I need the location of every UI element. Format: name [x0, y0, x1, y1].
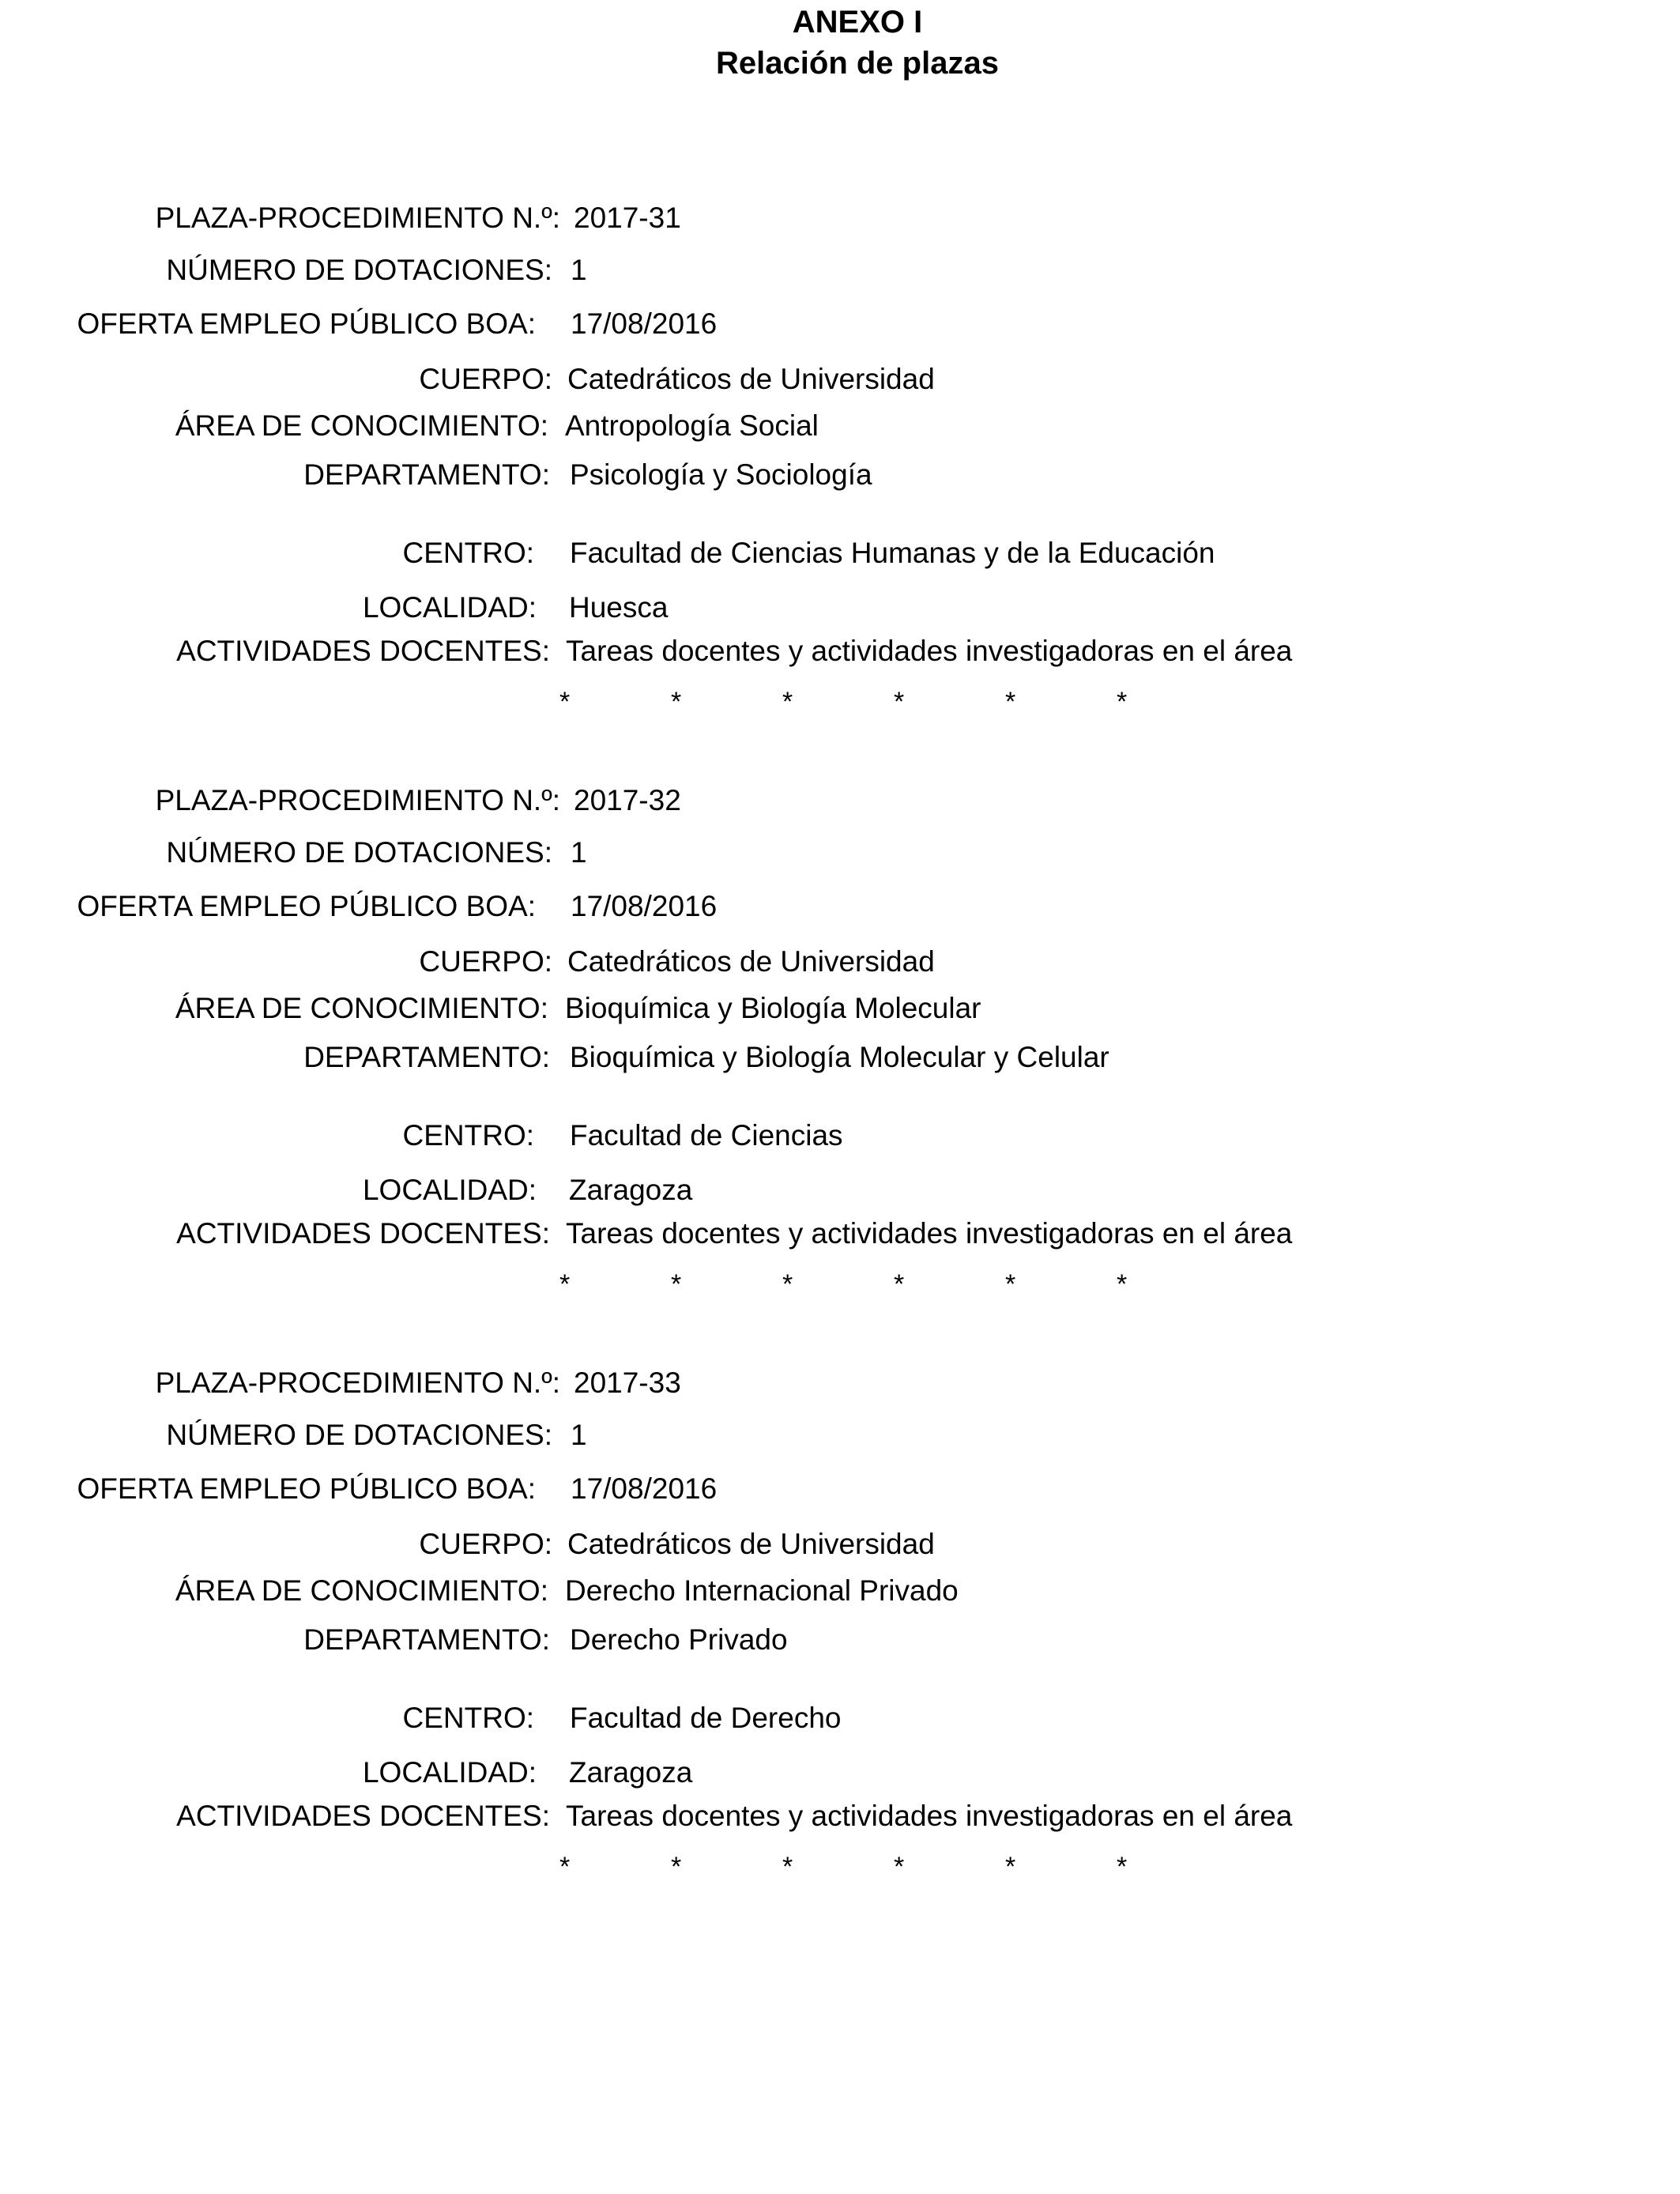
cuerpo-label: CUERPO:	[419, 1528, 552, 1560]
separator-star: *	[782, 1269, 793, 1299]
separator-star: *	[782, 687, 793, 717]
oferta-value: 17/08/2016	[571, 890, 718, 922]
actividades-value: Tareas docentes y actividades investigadoras en el área	[566, 1800, 1293, 1832]
localidad-value: Zaragoza	[569, 1174, 693, 1206]
departamento-value: Psicología y Sociología	[570, 458, 872, 491]
cuerpo-value: Catedráticos de Universidad	[567, 945, 935, 978]
oferta-label: OFERTA EMPLEO PÚBLICO BOA:	[77, 307, 536, 340]
centro-label: CENTRO:	[402, 1702, 534, 1734]
separator-star: *	[671, 1269, 682, 1299]
plaza-label: PLAZA-PROCEDIMIENTO N.º:	[155, 202, 560, 234]
oferta-label: OFERTA EMPLEO PÚBLICO BOA:	[77, 890, 536, 922]
area-label: ÁREA DE CONOCIMIENTO:	[175, 409, 548, 442]
cuerpo-label: CUERPO:	[419, 945, 552, 978]
separator-star: *	[559, 1852, 571, 1882]
actividades-label: ACTIVIDADES DOCENTES:	[176, 635, 550, 667]
cuerpo-label: CUERPO:	[419, 363, 552, 395]
plaza-label: PLAZA-PROCEDIMIENTO N.º:	[155, 1367, 560, 1399]
oferta-value: 17/08/2016	[571, 1472, 718, 1505]
separator-star: *	[671, 687, 682, 717]
area-value: Derecho Internacional Privado	[565, 1574, 959, 1607]
dotaciones-value: 1	[571, 1419, 587, 1451]
area-value: Antropología Social	[565, 409, 819, 442]
dotaciones-label: NÚMERO DE DOTACIONES:	[166, 1419, 552, 1451]
dotaciones-label: NÚMERO DE DOTACIONES:	[166, 254, 552, 286]
departamento-label: DEPARTAMENTO:	[303, 1623, 550, 1656]
cuerpo-value: Catedráticos de Universidad	[567, 1528, 935, 1560]
centro-value: Facultad de Ciencias Humanas y de la Educación	[570, 537, 1215, 569]
centro-value: Facultad de Ciencias	[570, 1119, 843, 1152]
localidad-value: Zaragoza	[569, 1756, 693, 1789]
localidad-value: Huesca	[569, 591, 669, 624]
centro-label: CENTRO:	[402, 537, 534, 569]
separator-star: *	[1005, 687, 1016, 717]
document-title: ANEXO I	[792, 5, 923, 40]
separator-star: *	[1005, 1269, 1016, 1299]
actividades-value: Tareas docentes y actividades investigadoras en el área	[566, 635, 1293, 667]
separator-star: *	[559, 1269, 571, 1299]
actividades-label: ACTIVIDADES DOCENTES:	[176, 1800, 550, 1832]
dotaciones-value: 1	[571, 836, 587, 869]
oferta-label: OFERTA EMPLEO PÚBLICO BOA:	[77, 1472, 536, 1505]
localidad-label: LOCALIDAD:	[362, 1756, 537, 1789]
area-label: ÁREA DE CONOCIMIENTO:	[175, 992, 548, 1024]
oferta-value: 17/08/2016	[571, 307, 718, 340]
centro-value: Facultad de Derecho	[570, 1702, 842, 1734]
plaza-value: 2017-32	[574, 784, 681, 816]
actividades-value: Tareas docentes y actividades investigadoras en el área	[566, 1217, 1293, 1250]
separator-star: *	[782, 1852, 793, 1882]
separator-star: *	[1005, 1852, 1016, 1882]
departamento-label: DEPARTAMENTO:	[303, 1041, 550, 1073]
plaza-value: 2017-33	[574, 1367, 681, 1399]
localidad-label: LOCALIDAD:	[362, 1174, 537, 1206]
departamento-value: Bioquímica y Biología Molecular y Celular	[570, 1041, 1109, 1073]
centro-label: CENTRO:	[402, 1119, 534, 1152]
departamento-label: DEPARTAMENTO:	[303, 458, 550, 491]
dotaciones-value: 1	[571, 254, 587, 286]
plaza-label: PLAZA-PROCEDIMIENTO N.º:	[155, 784, 560, 816]
separator-star: *	[559, 687, 571, 717]
separator-star: *	[1117, 687, 1128, 717]
area-value: Bioquímica y Biología Molecular	[565, 992, 981, 1024]
separator-star: *	[1117, 1269, 1128, 1299]
separator-star: *	[894, 1852, 905, 1882]
plaza-value: 2017-31	[574, 202, 681, 234]
cuerpo-value: Catedráticos de Universidad	[567, 363, 935, 395]
separator-star: *	[1117, 1852, 1128, 1882]
separator-star: *	[894, 1269, 905, 1299]
actividades-label: ACTIVIDADES DOCENTES:	[176, 1217, 550, 1250]
localidad-label: LOCALIDAD:	[362, 591, 537, 624]
dotaciones-label: NÚMERO DE DOTACIONES:	[166, 836, 552, 869]
departamento-value: Derecho Privado	[570, 1623, 788, 1656]
area-label: ÁREA DE CONOCIMIENTO:	[175, 1574, 548, 1607]
separator-star: *	[671, 1852, 682, 1882]
separator-star: *	[894, 687, 905, 717]
document-subtitle: Relación de plazas	[716, 46, 999, 81]
